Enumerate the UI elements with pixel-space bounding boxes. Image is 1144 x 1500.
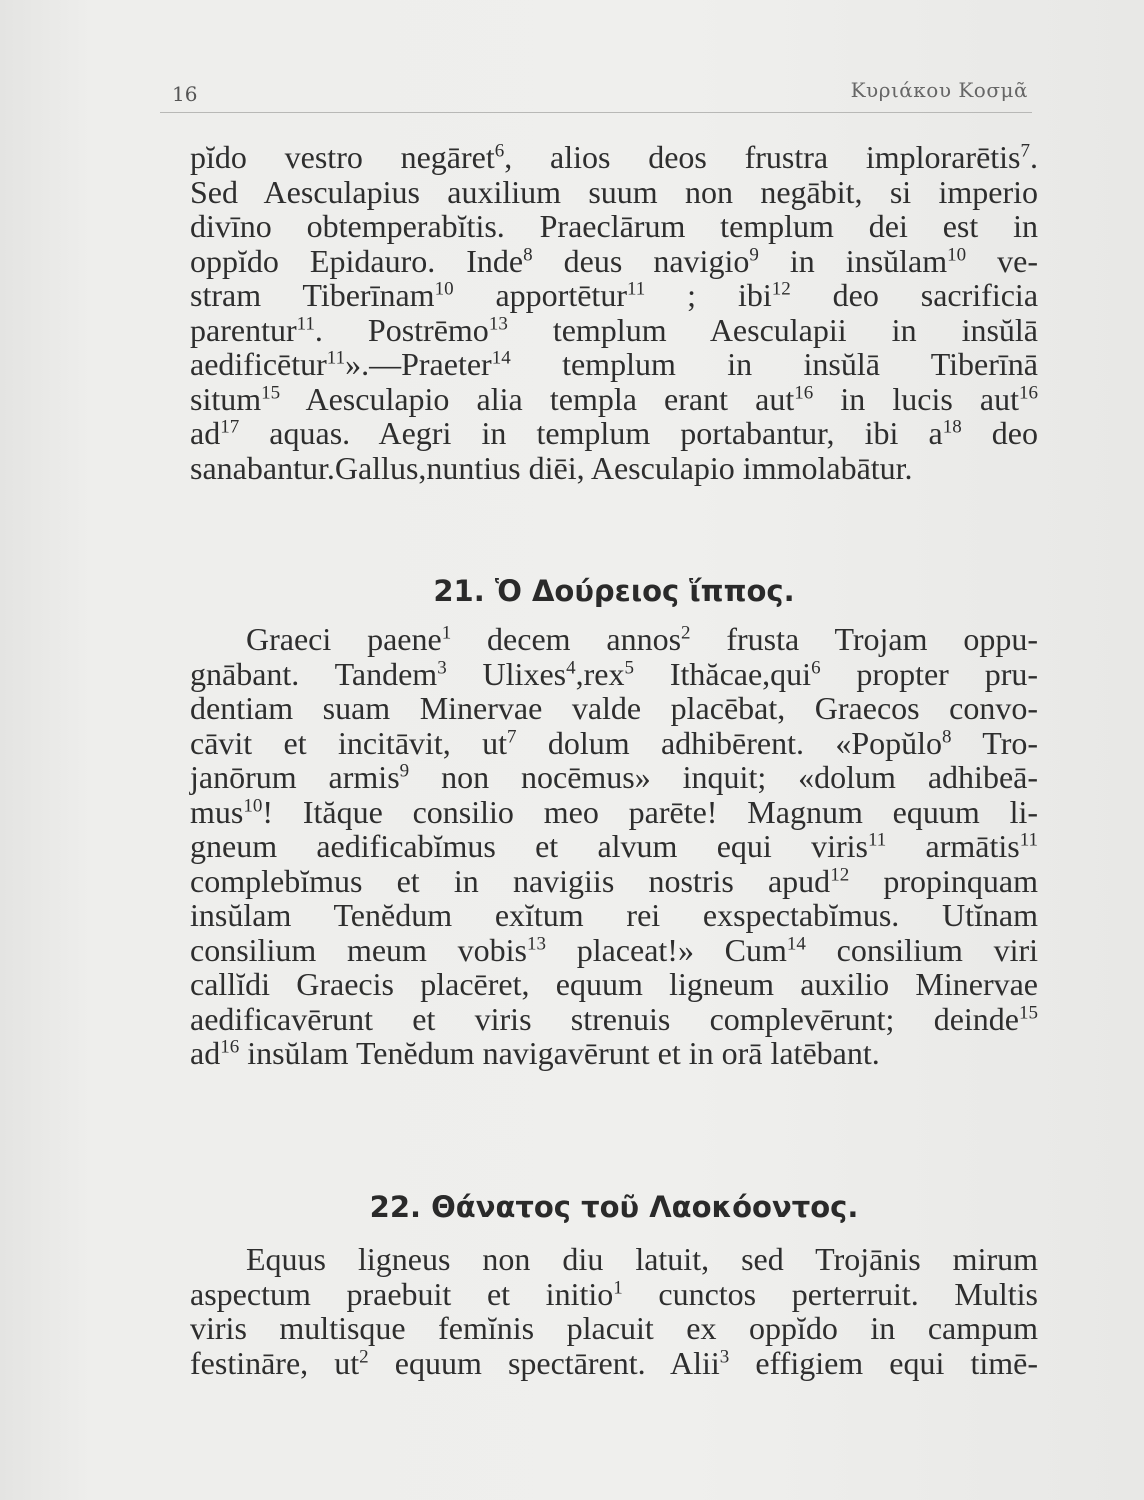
- text-run: propter pru-: [820, 655, 1038, 692]
- footnote-marker: 11: [1019, 829, 1039, 851]
- text-run: gnābant. Tandem: [190, 655, 438, 692]
- section-22-heading: 22. Θάνατος τοῦ Λαοκόοντος.: [369, 1190, 859, 1224]
- footnote-marker: 6: [494, 140, 505, 162]
- footnote-marker: 15: [261, 381, 281, 403]
- footnote-marker: 17: [220, 416, 240, 438]
- footnote-marker: 16: [1019, 381, 1039, 403]
- footnote-marker: 14: [491, 347, 511, 369]
- text-run: insŭlam Tenĕdum navigavērunt et in orā latēbant.: [239, 1035, 880, 1071]
- section-21-text: [190, 622, 1038, 1071]
- footnote-marker: 5: [624, 656, 634, 678]
- text-run: deo: [961, 415, 1039, 451]
- text-run: equum spectārent. Alii: [368, 1344, 720, 1381]
- text-run: complebĭmus et in navigiis nostris apud: [190, 862, 831, 899]
- footnote-marker: 7: [1020, 140, 1031, 162]
- text-run: frusta Trojam oppu-: [690, 621, 1038, 657]
- footnote-marker: 2: [681, 622, 691, 644]
- text-line: [190, 829, 1038, 864]
- footnote-marker: 18: [942, 416, 962, 438]
- text-line: [190, 1242, 1038, 1277]
- footnote-marker: 8: [942, 725, 952, 747]
- text-line: [190, 313, 1038, 348]
- footnote-marker: 10: [434, 278, 454, 300]
- text-run: . Postrēmo: [314, 311, 489, 348]
- text-run: ,rex: [575, 655, 625, 692]
- text-run: in lucis aut: [813, 380, 1020, 417]
- text-line: [190, 451, 1038, 486]
- text-run: callĭdi Graecis placēret, equum ligneum auxilio Minervae: [190, 966, 1038, 1002]
- footnote-marker: 16: [220, 1036, 240, 1058]
- text-run: decem annos: [451, 621, 682, 657]
- text-run: gneum aedificabĭmus et alvum equi viris: [190, 828, 868, 864]
- text-line: [190, 657, 1038, 692]
- text-run: ».—Praeter: [345, 346, 492, 382]
- text-line: [190, 622, 1038, 657]
- text-run: consilium meum vobis: [190, 931, 527, 968]
- text-line: [190, 347, 1038, 382]
- text-run: ve-: [966, 242, 1039, 279]
- text-run: ad: [190, 1035, 221, 1071]
- text-run: effigiem equi timē-: [729, 1344, 1039, 1381]
- footnote-marker: 4: [566, 656, 576, 678]
- text-run: sanabantur.Gallus,nuntius diēi, Aesculapio immolabātur.: [190, 449, 913, 486]
- footnote-marker: 6: [811, 656, 821, 678]
- text-run: non nocēmus» inquit; «dolum adhibeā-: [409, 759, 1039, 795]
- text-run: ! Ităque consilio meo parēte! Magnum equum li-: [262, 793, 1038, 830]
- text-run: parentur: [190, 311, 297, 348]
- footnote-marker: 8: [523, 243, 533, 265]
- text-run: consilium viri: [805, 931, 1038, 968]
- text-run: deo sacrificia: [790, 277, 1039, 313]
- text-line: [190, 382, 1038, 417]
- footnote-marker: 3: [719, 1345, 730, 1367]
- text-run: Ulixes: [446, 655, 567, 692]
- text-line: [190, 278, 1038, 313]
- text-run: cunctos perterruit. Multis: [622, 1275, 1038, 1312]
- footnote-marker: 9: [749, 243, 759, 265]
- text-run: placeat!» Cum: [545, 931, 787, 968]
- text-run: ; ibi: [645, 277, 772, 313]
- text-run: templum in insŭlā Tiberīnā: [510, 346, 1038, 382]
- text-line: [190, 1311, 1038, 1346]
- text-line: [190, 1277, 1038, 1312]
- text-line: [190, 898, 1038, 933]
- text-run: insŭlam Tenĕdum exĭtum rei exspectabĭmus. Utĭnam: [190, 897, 1038, 933]
- text-run: oppĭdo Epidauro. Inde: [190, 242, 524, 279]
- text-line: [190, 864, 1038, 899]
- text-run: Graeci paene: [246, 621, 442, 657]
- section-22-text: [190, 1242, 1038, 1380]
- text-line: [190, 1036, 1038, 1071]
- text-run: propinquam: [849, 862, 1039, 899]
- text-run: mus: [190, 793, 244, 830]
- text-run: , alios deos frustra implorarētis: [504, 139, 1021, 175]
- text-line: [190, 244, 1038, 279]
- footnote-marker: 11: [296, 312, 315, 334]
- footnote-marker: 11: [326, 347, 346, 369]
- footnote-marker: 16: [794, 381, 814, 403]
- footnote-marker: 15: [1019, 1001, 1038, 1023]
- text-line: [190, 416, 1038, 451]
- text-line: [190, 175, 1038, 210]
- footnote-marker: 12: [771, 278, 791, 300]
- text-line: [190, 795, 1038, 830]
- header-rule: [160, 112, 1032, 113]
- text-line: [190, 1002, 1038, 1037]
- text-run: .: [1030, 139, 1039, 175]
- text-run: apportētur: [453, 277, 627, 313]
- text-line: [190, 760, 1038, 795]
- footnote-marker: 12: [830, 863, 850, 885]
- running-title: Κυριάκου Κοσμᾶ: [850, 78, 1028, 102]
- running-head: [172, 78, 1028, 112]
- footnote-marker: 14: [786, 932, 806, 954]
- page-number: 16: [172, 82, 198, 106]
- text-run: pĭdo vestro negāret: [190, 139, 495, 175]
- text-run: aspectum praebuit et initio: [190, 1275, 614, 1312]
- text-run: aquas. Aegri in templum portabantur, ibi a: [239, 415, 943, 451]
- text-run: situm: [190, 380, 262, 417]
- footnote-marker: 3: [437, 656, 447, 678]
- text-line: [190, 967, 1038, 1002]
- text-line: [190, 1346, 1038, 1381]
- text-run: divīno obtemperabĭtis. Praeclārum templum dei est in: [190, 208, 1038, 244]
- text-run: janōrum armis: [190, 759, 400, 795]
- text-run: Sed Aesculapius auxilium suum non negābit, si imperio: [190, 173, 1038, 210]
- text-run: cāvit et incitāvit, ut: [190, 724, 508, 761]
- footnote-marker: 11: [867, 829, 887, 851]
- text-line: [190, 209, 1038, 244]
- text-run: Tro-: [951, 724, 1038, 761]
- text-run: ad: [190, 415, 221, 451]
- footnote-marker: 10: [947, 243, 967, 265]
- text-line: [190, 726, 1038, 761]
- text-run: stram Tiberīnam: [190, 277, 435, 313]
- text-run: aedificavērunt et viris strenuis complevērunt; deinde: [190, 1000, 1019, 1037]
- text-line: [190, 691, 1038, 726]
- footnote-marker: 13: [526, 932, 546, 954]
- text-run: templum Aesculapii in insŭlā: [507, 311, 1039, 348]
- section-prev-text: [190, 140, 1038, 485]
- footnote-marker: 11: [626, 278, 646, 300]
- text-run: dentiam suam Minervae valde placēbat, Graecos convo-: [190, 690, 1038, 726]
- text-line: [190, 933, 1038, 968]
- text-run: Aesculapio alia templa erant aut: [280, 380, 795, 417]
- footnote-marker: 1: [441, 622, 452, 644]
- text-run: deus navigio: [532, 242, 750, 279]
- footnote-marker: 7: [507, 725, 517, 747]
- section-21-heading: 21. Ὁ Δούρειος ἵππος.: [433, 574, 795, 608]
- text-run: festināre, ut: [190, 1344, 360, 1381]
- footnote-marker: 9: [399, 760, 410, 782]
- text-run: viris multisque femĭnis placuit ex oppĭdo in campum: [190, 1310, 1038, 1346]
- footnote-marker: 13: [488, 312, 508, 334]
- footnote-marker: 1: [613, 1276, 623, 1298]
- text-run: in insŭlam: [758, 242, 948, 279]
- text-run: Ithăcae,qui: [633, 655, 812, 692]
- text-run: aedificētur: [190, 346, 327, 382]
- footnote-marker: 2: [359, 1345, 369, 1367]
- text-run: dolum adhibērent. «Popŭlo: [516, 724, 943, 761]
- footnote-marker: 10: [243, 794, 263, 816]
- text-line: [190, 140, 1038, 175]
- text-run: armātis: [886, 828, 1020, 864]
- text-run: Equus ligneus non diu latuit, sed Trojānis mirum: [246, 1241, 1038, 1277]
